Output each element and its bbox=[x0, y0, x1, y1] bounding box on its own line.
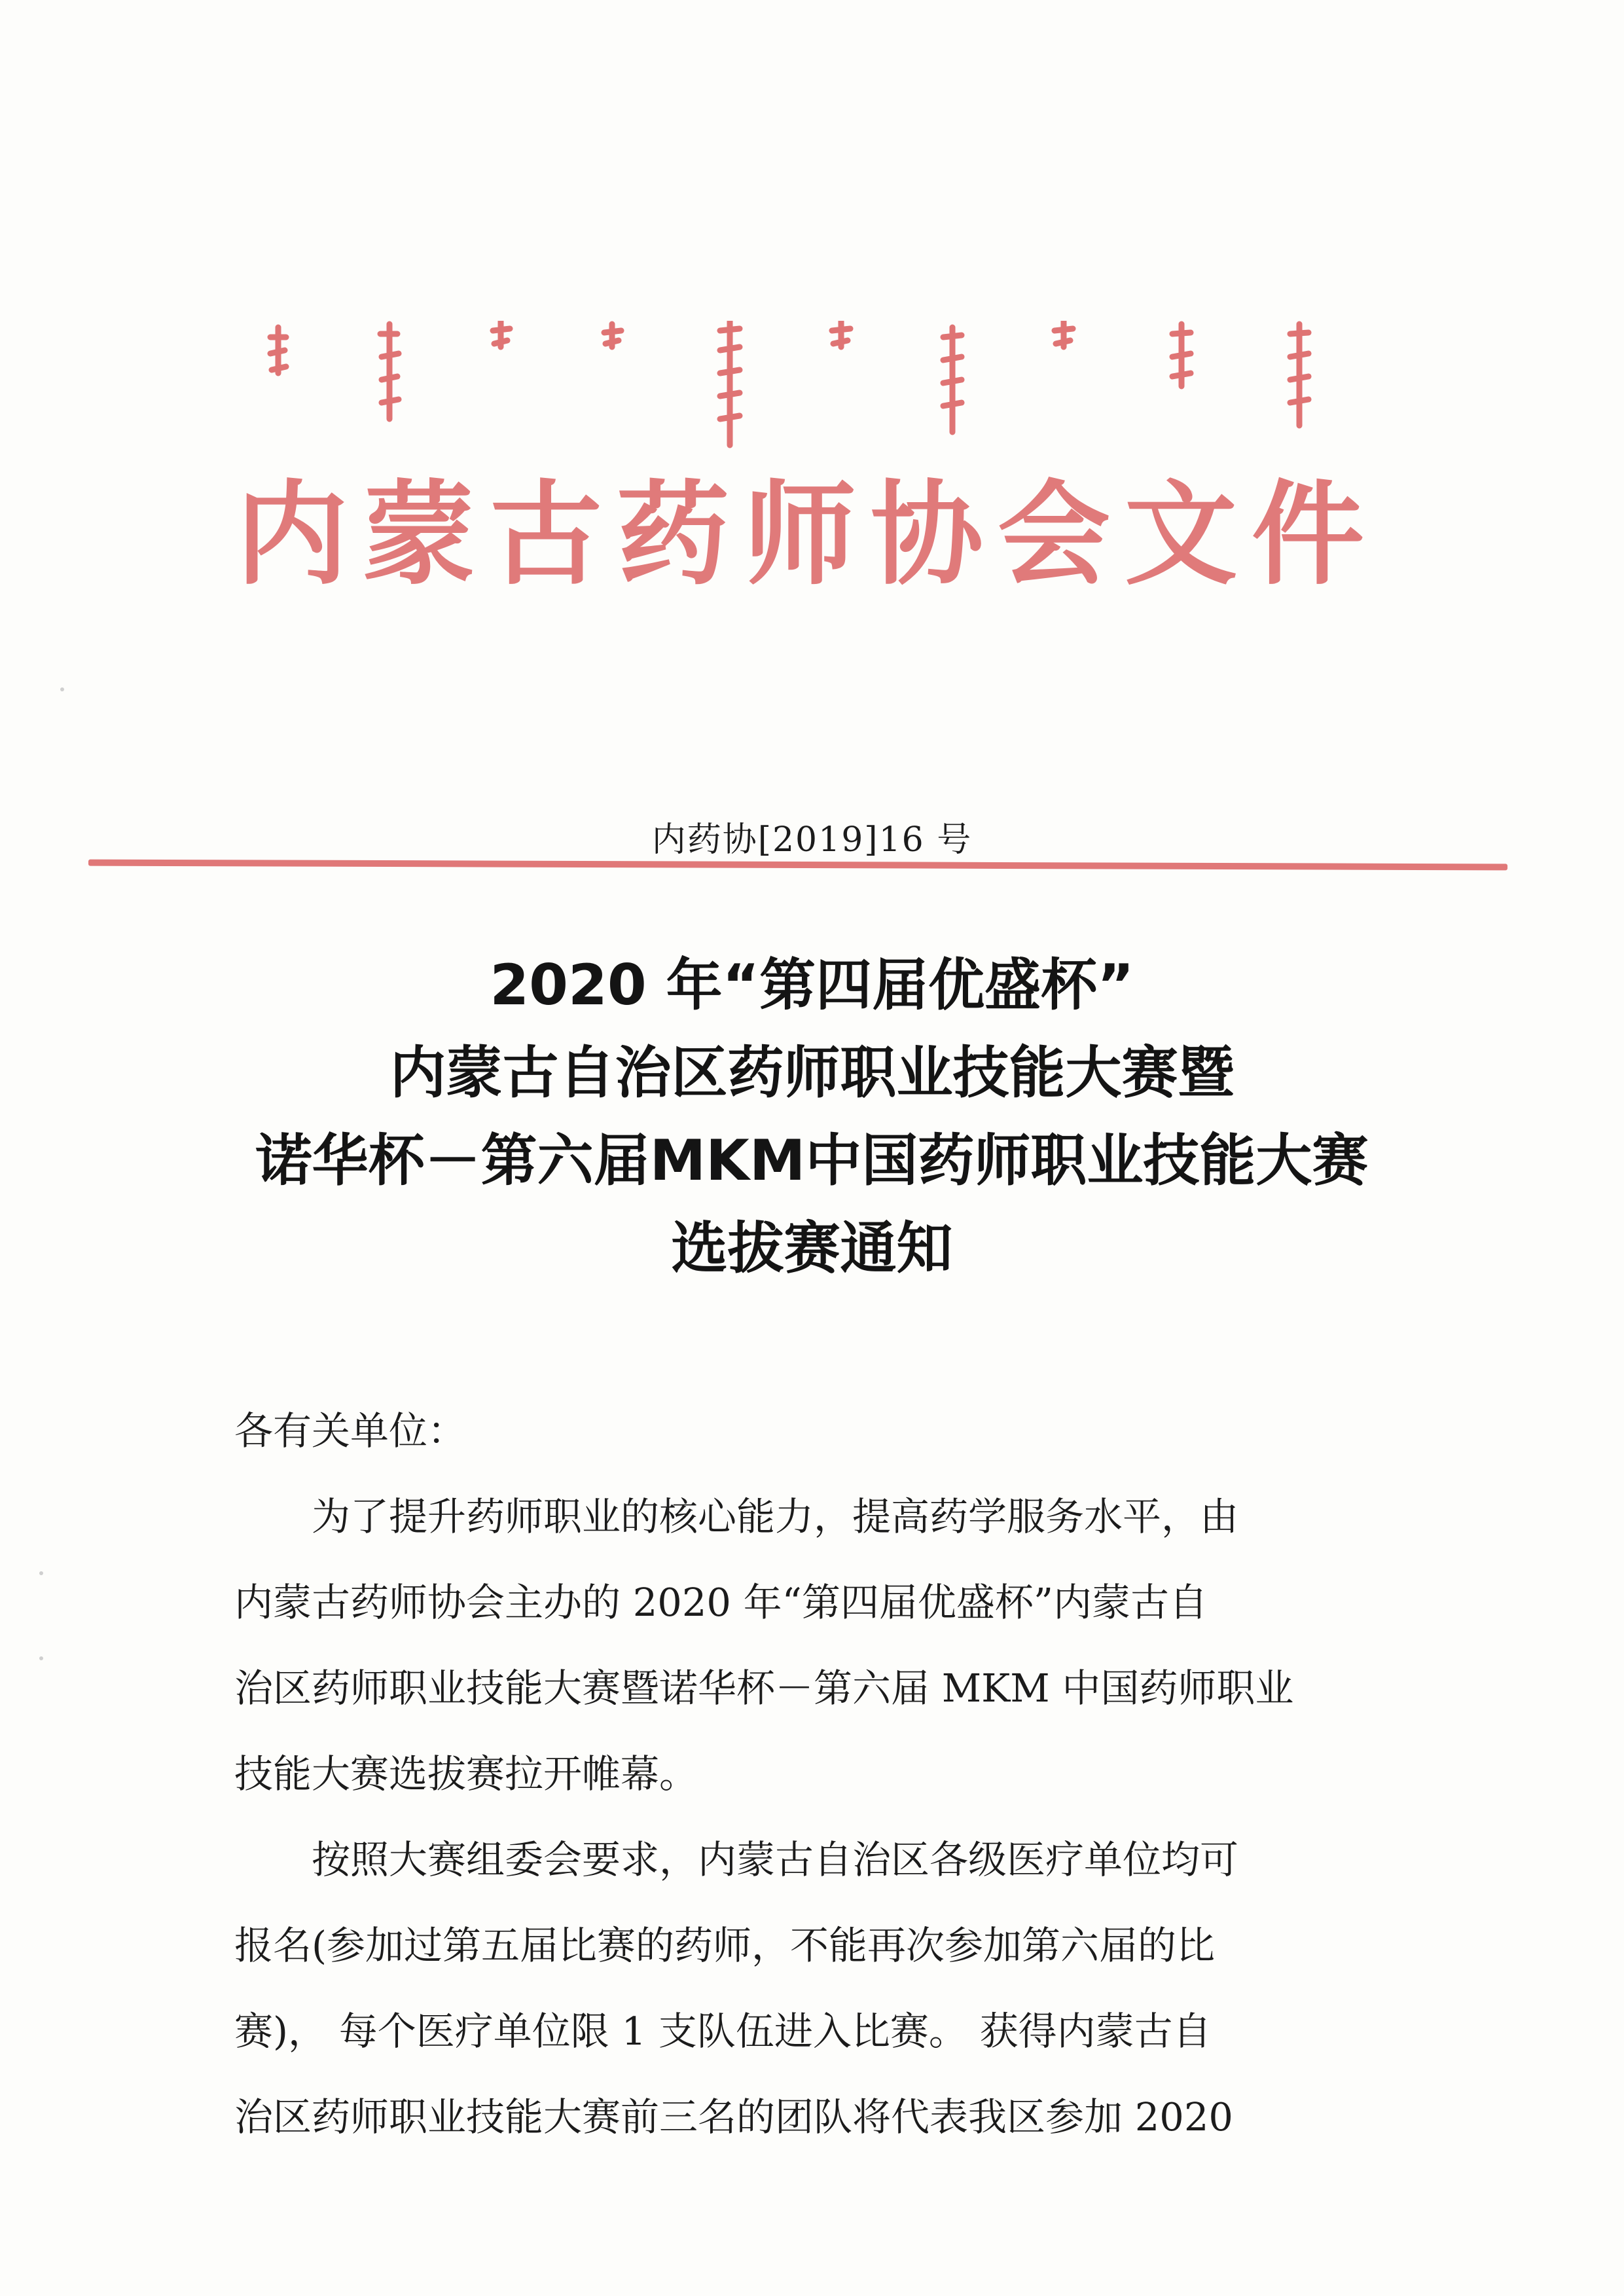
notice-body bbox=[234, 1388, 1373, 2160]
paragraph-line: 按照大赛组委会要求，内蒙古自治区各级医疗单位均可 bbox=[234, 1837, 1239, 1882]
title-line: 诺华杯－第六届MKM中国药师职业技能大赛 bbox=[255, 1128, 1369, 1194]
title-line: 内蒙古自治区药师职业技能大赛暨 bbox=[389, 1040, 1235, 1106]
red-divider-rule bbox=[88, 860, 1507, 871]
salutation: 各有关单位： bbox=[234, 1408, 467, 1453]
title-line: 2020 年“第四届优盛杯” bbox=[490, 953, 1134, 1018]
scan-speck bbox=[39, 1656, 43, 1660]
paragraph-line: 技能大赛选拔赛拉开帷幕。 bbox=[234, 1751, 698, 1796]
mongolian-script-image bbox=[259, 321, 1345, 452]
scan-speck bbox=[39, 1571, 43, 1575]
paragraph-line: 治区药师职业技能大赛前三名的团队将代表我区参加 2020 bbox=[234, 2094, 1233, 2140]
paragraph-line: 为了提升药师职业的核心能力，提高药学服务水平，由 bbox=[234, 1494, 1239, 1539]
org-title: 内蒙古药师协会文件 bbox=[236, 467, 1379, 600]
paragraph-line: 报名(参加过第五届比赛的药师，不能再次参加第六届的比 bbox=[234, 1923, 1216, 1968]
mongolian-script-header bbox=[259, 321, 1345, 452]
title-line: 选拔赛通知 bbox=[671, 1216, 953, 1281]
paragraph-line: 治区药师职业技能大赛暨诺华杯－第六届 MKM 中国药师职业 bbox=[234, 1666, 1294, 1711]
scan-speck bbox=[60, 687, 64, 691]
notice-title bbox=[0, 941, 1624, 1292]
paragraph-line: 赛)， 每个医疗单位限 1 支队伍进入比赛。 获得内蒙古自 bbox=[234, 2009, 1212, 2054]
document-number: 内药协[2019]16 号 bbox=[651, 820, 973, 860]
paragraph-line: 内蒙古药师协会主办的 2020 年“第四届优盛杯”内蒙古自 bbox=[234, 1580, 1208, 1625]
